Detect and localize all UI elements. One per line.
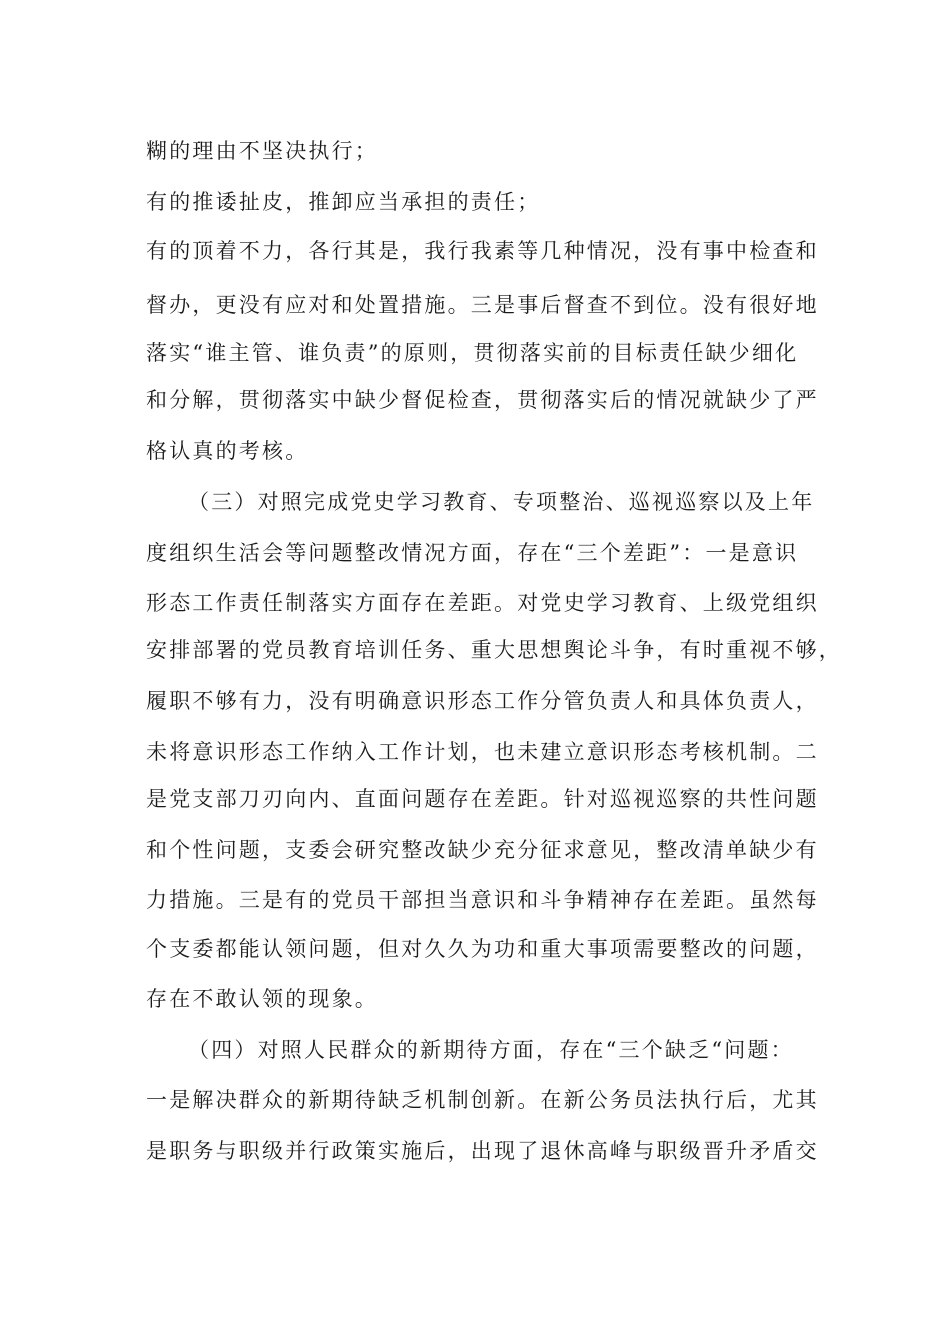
text-line: 有的顶着不力，各行其是，我行我素等几种情况，没有事中检查和 — [146, 239, 819, 263]
text-line: 是职务与职级并行政策实施后，出现了退休高峰与职级晋升矛盾交 — [146, 1139, 819, 1163]
text-line: 格认真的考核。 — [146, 439, 309, 463]
text-line: 有的推诿扯皮，推卸应当承担的责任； — [146, 190, 541, 214]
text-line: 形态工作责任制落实方面存在差距。对党史学习教育、上级党组织 — [146, 591, 819, 615]
text-line: 度组织生活会等问题整改情况方面，存在“三个差距”：一是意识 — [146, 541, 799, 565]
paragraph-heading-3: （三）对照完成党史学习教育、专项整治、巡视巡察以及上年 — [188, 490, 815, 514]
text-line: 和分解，贯彻落实中缺少督促检查，贯彻落实后的情况就缺少了严 — [146, 388, 819, 412]
text-line: 存在不敢认领的现象。 — [146, 987, 378, 1011]
text-line: 个支委都能认领问题，但对久久为功和重大事项需要整改的问题， — [146, 937, 819, 961]
text-line: 安排部署的党员教育培训任务、重大思想舆论斗争，有时重视不够， — [146, 638, 842, 662]
text-line: 履职不够有力，没有明确意识形态工作分管负责人和具体负责人， — [146, 689, 819, 713]
text-line: 力措施。三是有的党员干部担当意识和斗争精神存在差距。虽然每 — [146, 888, 819, 912]
text-line: 未将意识形态工作纳入工作计划，也未建立意识形态考核机制。二 — [146, 740, 819, 764]
text-line: 落实“谁主管、谁负责”的原则，贯彻落实前的目标责任缺少细化 — [146, 341, 799, 365]
text-line: 糊的理由不坚决执行； — [146, 139, 378, 163]
text-line: 督办，更没有应对和处置措施。三是事后督查不到位。没有很好地 — [146, 293, 819, 317]
text-line: 一是解决群众的新期待缺乏机制创新。在新公务员法执行后，尤其 — [146, 1088, 819, 1112]
text-line: 和个性问题，支委会研究整改缺少充分征求意见，整改清单缺少有 — [146, 838, 819, 862]
text-line: 是党支部刀刃向内、直面问题存在差距。针对巡视巡察的共性问题 — [146, 787, 819, 811]
paragraph-heading-4: （四）对照人民群众的新期待方面，存在“三个缺乏“问题： — [188, 1038, 794, 1062]
